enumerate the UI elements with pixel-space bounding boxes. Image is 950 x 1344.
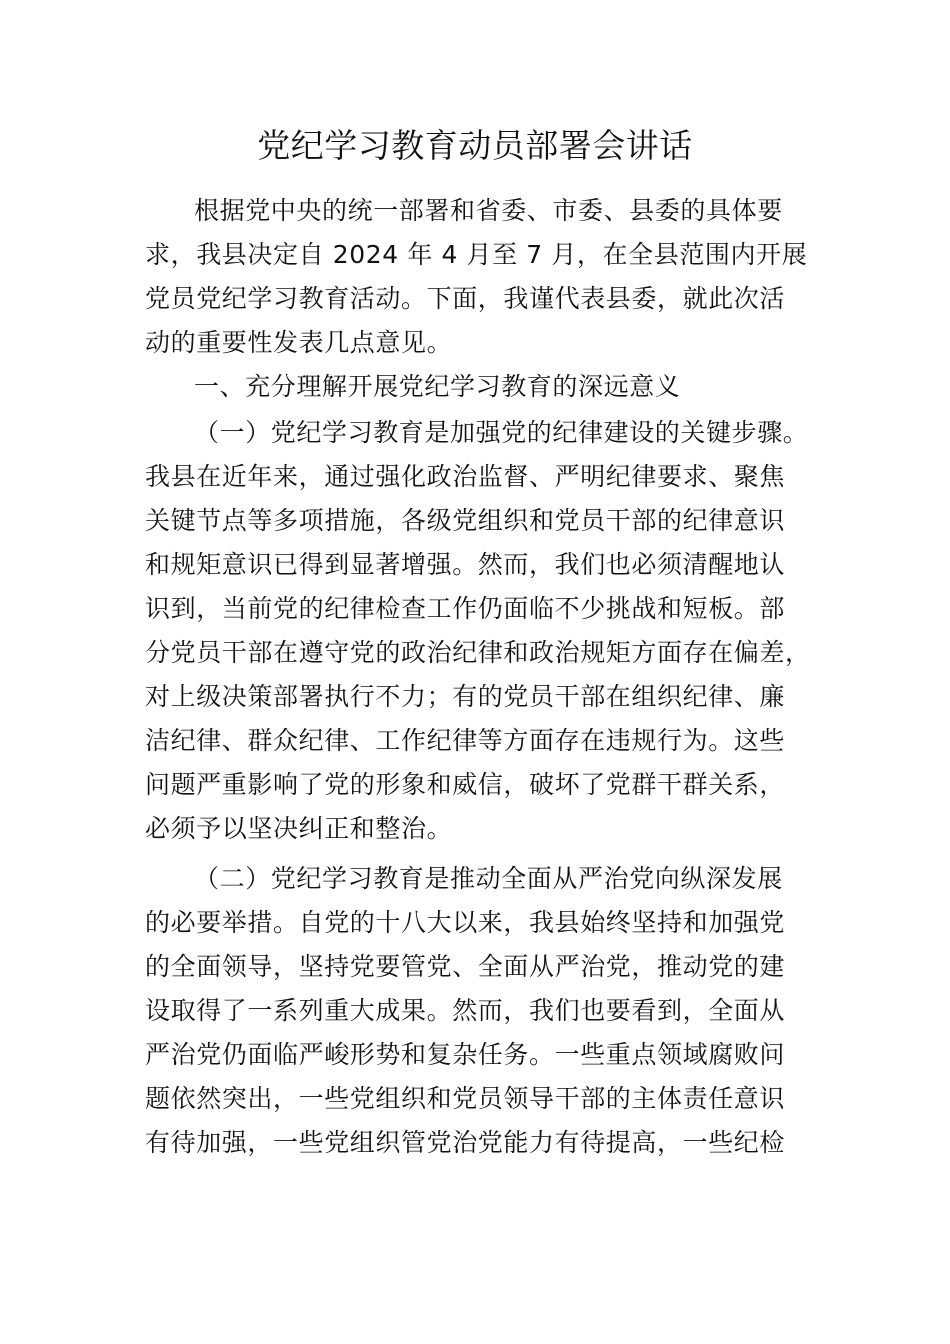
paragraph-line: 关键节点等多项措施，各级党组织和党员干部的纪律意识 bbox=[145, 506, 786, 535]
paragraph-line: （一）党纪学习教育是加强党的纪律建设的关键步骤。 bbox=[194, 418, 809, 447]
paragraph-line: 对上级决策部署执行不力；有的党员干部在组织纪律、廉 bbox=[145, 682, 786, 711]
paragraph-line: 我县在近年来，通过强化政治监督、严明纪律要求、聚焦 bbox=[145, 462, 786, 491]
paragraph-line: 分党员干部在遵守党的政治纪律和政治规矩方面存在偏差， bbox=[145, 638, 811, 667]
paragraph-line: 的全面领导，坚持党要管党、全面从严治党，推动党的建 bbox=[145, 952, 786, 981]
paragraph-line: 题依然突出，一些党组织和党员领导干部的主体责任意识 bbox=[145, 1084, 786, 1113]
paragraph-line: 识到，当前党的纪律检查工作仍面临不少挑战和短板。部 bbox=[145, 594, 786, 623]
section-heading: 一、充分理解开展党纪学习教育的深远意义 bbox=[194, 372, 681, 401]
paragraph-line: 求，我县决定自 2024 年 4 月至 7 月，在全县范围内开展 bbox=[145, 240, 808, 269]
paragraph-line: 设取得了一系列重大成果。然而，我们也要看到，全面从 bbox=[145, 996, 786, 1025]
document-title: 党纪学习教育动员部署会讲话 bbox=[257, 126, 693, 165]
paragraph-line: 必须予以坚决纠正和整治。 bbox=[145, 814, 453, 843]
paragraph-line: 党员党纪学习教育活动。下面，我谨代表县委，就此次活 bbox=[145, 284, 786, 313]
paragraph-line: （二）党纪学习教育是推动全面从严治党向纵深发展 bbox=[194, 864, 783, 893]
paragraph-line: 有待加强，一些党组织管党治党能力有待提高，一些纪检 bbox=[145, 1128, 786, 1157]
paragraph-line: 严治党仍面临严峻形势和复杂任务。一些重点领域腐败问 bbox=[145, 1040, 786, 1069]
paragraph-line: 动的重要性发表几点意见。 bbox=[145, 328, 453, 357]
paragraph-line: 的必要举措。自党的十八大以来，我县始终坚持和加强党 bbox=[145, 908, 786, 937]
paragraph-line: 洁纪律、群众纪律、工作纪律等方面存在违规行为。这些 bbox=[145, 726, 786, 755]
paragraph-line: 问题严重影响了党的形象和威信，破坏了党群干群关系， bbox=[145, 770, 786, 799]
paragraph-line: 根据党中央的统一部署和省委、市委、县委的具体要 bbox=[194, 196, 783, 225]
paragraph-line: 和规矩意识已得到显著增强。然而，我们也必须清醒地认 bbox=[145, 550, 786, 579]
